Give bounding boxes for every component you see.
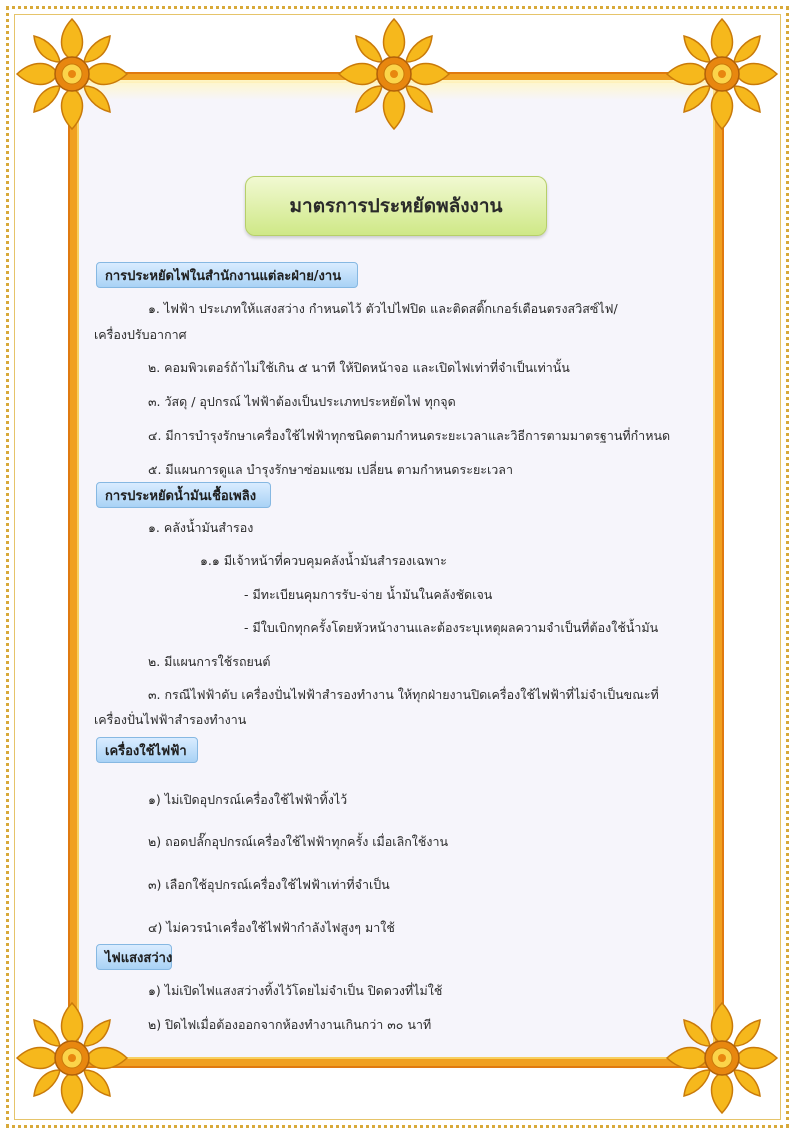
list-item: ๔. มีการบำรุงรักษาเครื่องใช้ไฟฟ้าทุกชนิดตามกำหนดระยะเวลาและวิธีการตามมาตรฐานที่กำหนด	[148, 428, 671, 443]
flower-ornament-icon	[12, 998, 132, 1118]
section-header-office-electricity: การประหยัดไฟในสำนักงานแต่ละฝ่าย/งาน	[96, 262, 358, 288]
flower-ornament-icon	[662, 998, 782, 1118]
list-item: - มีใบเบิกทุกครั้งโดยหัวหน้างานและต้องระบุเหตุผลความจำเป็นที่ต้องใช้น้ำมัน	[244, 620, 659, 635]
list-item: ๓. วัสดุ / อุปกรณ์ ไฟฟ้าต้องเป็นประเภทประหยัดไฟ ทุกจุด	[148, 394, 456, 409]
document-title: มาตรการประหยัดพลังงาน	[245, 176, 547, 236]
flower-ornament-icon	[334, 14, 454, 134]
list-item: เครื่องปรับอากาศ	[94, 327, 187, 342]
section-header-lighting: ไฟแสงสว่าง	[96, 944, 172, 970]
section-header-fuel-saving: การประหยัดน้ำมันเชื้อเพลิง	[96, 482, 271, 508]
list-item: ๔) ไม่ควรนำเครื่องใช้ไฟฟ้ากำลังไฟสูงๆ มาใช้	[148, 920, 395, 935]
list-item: ๑. ไฟฟ้า ประเภทให้แสงสว่าง กำหนดไว้ ตัวไปไฟปิด และติดสติ๊กเกอร์เตือนตรงสวิสซ์ไฟ/	[148, 301, 618, 316]
list-item: ๒. คอมพิวเตอร์ถ้าไม่ใช้เกิน ๕ นาที ให้ปิดหน้าจอ และเปิดไฟเท่าที่จำเป็นเท่านั้น	[148, 360, 570, 375]
list-item: ๑. คลังน้ำมันสำรอง	[148, 520, 254, 535]
list-item: ๒. มีแผนการใช้รถยนต์	[148, 654, 271, 669]
flower-ornament-icon	[12, 14, 132, 134]
list-item: ๒) ถอดปลั๊กอุปกรณ์เครื่องใช้ไฟฟ้าทุกครั้ง เมื่อเลิกใช้งาน	[148, 834, 449, 849]
list-item: ๒) ปิดไฟเมื่อต้องออกจากห้องทำงานเกินกว่า ๓๐ นาที	[148, 1017, 432, 1032]
list-item: ๕. มีแผนการดูแล บำรุงรักษาซ่อมแซม เปลี่ยน ตามกำหนดระยะเวลา	[148, 462, 513, 477]
section-header-electrical-appliances: เครื่องใช้ไฟฟ้า	[96, 737, 198, 763]
list-item: ๓. กรณีไฟฟ้าดับ เครื่องปั่นไฟฟ้าสำรองทำงาน ให้ทุกฝ่ายงานปิดเครื่องใช้ไฟฟ้าที่ไม่จำเป็นขณะที่	[148, 687, 659, 702]
list-item: เครื่องปั่นไฟฟ้าสำรองทำงาน	[94, 712, 247, 727]
list-item: ๑) ไม่เปิดไฟแสงสว่างทิ้งไว้โดยไม่จำเป็น ปิดดวงที่ไม่ใช้	[148, 983, 443, 998]
list-item: ๓) เลือกใช้อุปกรณ์เครื่องใช้ไฟฟ้าเท่าที่จำเป็น	[148, 877, 390, 892]
list-item: ๑) ไม่เปิดอุปกรณ์เครื่องใช้ไฟฟ้าทิ้งไว้	[148, 792, 348, 807]
flower-ornament-icon	[662, 14, 782, 134]
list-item: - มีทะเบียนคุมการรับ-จ่าย น้ำมันในคลังชัดเจน	[244, 587, 493, 602]
list-item: ๑.๑ มีเจ้าหน้าที่ควบคุมคลังน้ำมันสำรองเฉพาะ	[200, 553, 447, 568]
